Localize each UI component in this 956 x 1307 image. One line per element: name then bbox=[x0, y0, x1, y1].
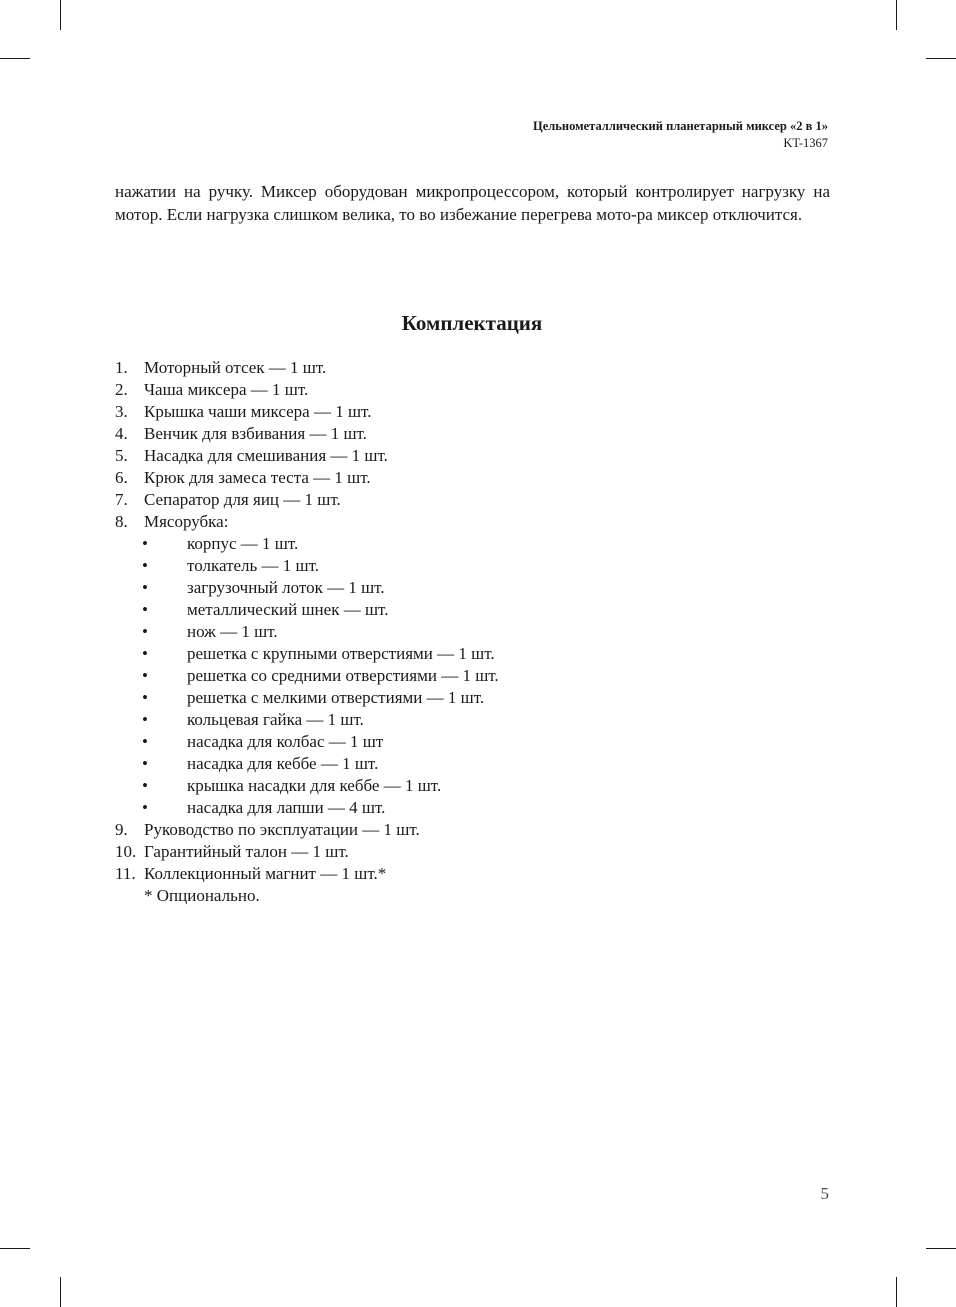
sub-list-item: • решетка со средними отверстиями — 1 шт. bbox=[142, 666, 499, 685]
crop-mark-bottom-left-v bbox=[60, 1277, 61, 1307]
list-item: 4. Венчик для взбивания — 1 шт. bbox=[115, 424, 367, 443]
bullet-icon: • bbox=[142, 534, 148, 553]
sub-list-item: • корпус — 1 шт. bbox=[142, 534, 299, 553]
list-item: 8. Мясорубка: bbox=[115, 512, 229, 531]
list-item: 1. Моторный отсек — 1 шт. bbox=[115, 358, 327, 377]
list-item: 7. Сепаратор для яиц — 1 шт. bbox=[115, 490, 341, 509]
crop-mark-top-left-h bbox=[0, 58, 30, 59]
sub-list-item: • металлический шнек — шт. bbox=[142, 600, 389, 619]
section-title: Комплектация bbox=[401, 311, 543, 335]
sub-list-item: • кольцевая гайка — 1 шт. bbox=[142, 710, 364, 729]
bullet-icon: • bbox=[142, 666, 148, 685]
header-model: KT-1367 bbox=[783, 136, 828, 150]
crop-mark-top-left-v bbox=[60, 0, 61, 30]
list-item: 9. Руководство по эксплуатации — 1 шт. bbox=[115, 820, 420, 839]
bullet-icon: • bbox=[142, 600, 148, 619]
sub-list-item: • нож — 1 шт. bbox=[142, 622, 278, 641]
bullet-icon: • bbox=[142, 732, 148, 751]
sub-list-item: • решетка с крупными отверстиями — 1 шт. bbox=[142, 644, 495, 663]
sub-list-item: • насадка для кеббе — 1 шт. bbox=[142, 754, 379, 773]
crop-mark-bottom-right-h bbox=[926, 1248, 956, 1249]
bullet-icon: • bbox=[142, 798, 148, 817]
sub-list-item: • толкатель — 1 шт. bbox=[142, 556, 320, 575]
list-item: 11. Коллекционный магнит — 1 шт.* bbox=[115, 864, 387, 883]
running-header bbox=[533, 118, 828, 152]
list-item: 2. Чаша миксера — 1 шт. bbox=[115, 380, 309, 399]
contents-list bbox=[115, 357, 835, 907]
bullet-icon: • bbox=[142, 644, 148, 663]
crop-mark-bottom-left-h bbox=[0, 1248, 30, 1249]
crop-mark-bottom-right-v bbox=[896, 1277, 897, 1307]
sub-list-item: • загрузочный лоток — 1 шт. bbox=[142, 578, 385, 597]
list-item: 6. Крюк для замеса теста — 1 шт. bbox=[115, 468, 371, 487]
bullet-icon: • bbox=[142, 688, 148, 707]
sub-list-item: • насадка для лапши — 4 шт. bbox=[142, 798, 386, 817]
bullet-icon: • bbox=[142, 710, 148, 729]
list-item: 3. Крышка чаши миксера — 1 шт. bbox=[115, 402, 372, 421]
bullet-icon: • bbox=[142, 556, 148, 575]
list-item: 5. Насадка для смешивания — 1 шт. bbox=[115, 446, 388, 465]
sub-list-item: • крышка насадки для кеббе — 1 шт. bbox=[142, 776, 442, 795]
intro-paragraph: нажатии на ручку. Миксер оборудован микропроцессором, который контролирует нагрузку на мотор. Если нагрузка слишком велика, то во избежание перегрева мото-ра миксер отключится. bbox=[115, 182, 830, 224]
bullet-icon: • bbox=[142, 776, 148, 795]
header-title: Цельнометаллический планетарный миксер «2 в 1» bbox=[532, 119, 828, 133]
bullet-icon: • bbox=[142, 578, 148, 597]
sub-list-item: • решетка с мелкими отверстиями — 1 шт. bbox=[142, 688, 485, 707]
bullet-icon: • bbox=[142, 622, 148, 641]
bullet-icon: • bbox=[142, 754, 148, 773]
list-item: 10. Гарантийный талон — 1 шт. bbox=[115, 842, 349, 861]
footnote: * Опционально. bbox=[144, 886, 260, 905]
crop-mark-top-right-h bbox=[926, 58, 956, 59]
page-number: 5 bbox=[820, 1184, 829, 1203]
sub-list-item: • насадка для колбас — 1 шт bbox=[142, 732, 384, 751]
crop-mark-top-right-v bbox=[896, 0, 897, 30]
